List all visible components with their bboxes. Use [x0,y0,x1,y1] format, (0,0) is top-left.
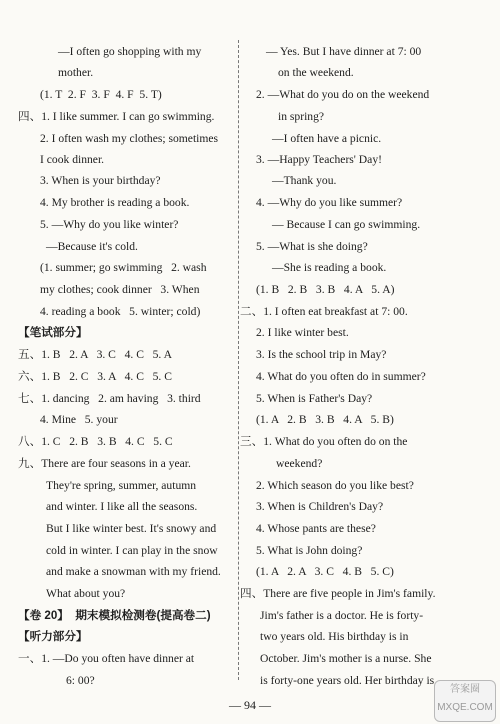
left-line: 【笔试部分】 [18,326,88,339]
right-line: (1. A 2. B 3. B 4. A 5. B) [256,413,394,426]
left-line: 【卷 20】 期末模拟检测卷(提高卷二) [18,609,211,622]
right-line: 三、1. What do you often do on the [240,435,408,448]
left-line: mother. [58,66,94,79]
left-line: 【听力部分】 [18,630,88,643]
right-line: 2. Which season do you like best? [256,479,414,492]
right-line: 5. What is John doing? [256,544,363,557]
page-number: — 94 — [229,698,271,712]
right-line: on the weekend. [278,66,354,79]
left-line: 3. When is your birthday? [40,174,161,187]
logo-text: 答案圈 MXQE.COM [437,684,493,713]
left-line: 4. reading a book 5. winter; cold) [40,305,201,318]
right-line: 四、There are five people in Jim's family. [240,587,436,600]
left-line: I cook dinner. [40,153,105,166]
right-line: — Yes. But I have dinner at 7: 00 [266,45,422,58]
right-line: —She is reading a book. [272,261,387,274]
left-line: 4. Mine 5. your [40,413,118,426]
right-line: —Thank you. [272,174,337,187]
right-line: two years old. His birthday is in [260,630,409,643]
right-line: (1. B 2. B 3. B 4. A 5. A) [256,283,395,296]
left-line: They're spring, summer, autumn [46,479,197,492]
right-line: 3. When is Children's Day? [256,500,384,513]
right-line: 4. Whose pants are these? [256,522,376,535]
left-line: and winter. I like all the seasons. [46,500,198,513]
right-line: (1. A 2. A 3. C 4. B 5. C) [256,565,394,578]
right-column [240,0,500,724]
right-line: 二、1. I often eat breakfast at 7: 00. [240,305,408,318]
right-line: in spring? [278,110,325,123]
left-line: (1. summer; go swimming 2. wash [40,261,207,274]
right-line: is forty-one years old. Her birthday is [260,674,435,687]
left-line: cold in winter. I can play in the snow [46,544,218,557]
left-line: 七、1. dancing 2. am having 3. third [18,392,201,405]
left-line: and make a snowman with my friend. [46,565,221,578]
right-line: 4. What do you often do in summer? [256,370,426,383]
right-line: 2. —What do you do on the weekend [256,88,430,101]
watermark-logo [434,680,496,722]
left-line: 六、1. B 2. C 3. A 4. C 5. C [18,370,172,383]
left-line: (1. T 2. F 3. F 4. F 5. T) [40,88,162,101]
right-line: 4. —Why do you like summer? [256,196,403,209]
left-line: —I often go shopping with my [58,45,202,58]
left-line: 6: 00? [66,674,95,687]
right-line: 5. When is Father's Day? [256,392,373,405]
right-line: October. Jim's mother is a nurse. She [260,652,432,665]
right-line: — Because I can go swimming. [272,218,421,231]
left-line: 4. My brother is reading a book. [40,196,190,209]
left-line: 一、1. —Do you often have dinner at [18,652,195,665]
left-line: 四、1. I like summer. I can go swimming. [18,110,215,123]
right-line: weekend? [276,457,323,470]
left-line: What about you? [46,587,126,600]
right-line: Jim's father is a doctor. He is forty- [260,609,424,622]
left-line: my clothes; cook dinner 3. When [40,283,200,296]
right-line: 5. —What is she doing? [256,240,368,253]
left-line: —Because it's cold. [46,240,138,253]
left-line: 五、1. B 2. A 3. C 4. C 5. A [18,348,172,361]
right-line: 3. —Happy Teachers' Day! [256,153,382,166]
column-divider [238,40,239,680]
left-column [0,0,238,724]
right-line: —I often have a picnic. [272,132,382,145]
left-line: 八、1. C 2. B 3. B 4. C 5. C [18,435,173,448]
left-line: But I like winter best. It's snowy and [46,522,217,535]
left-line: 5. —Why do you like winter? [40,218,179,231]
right-line: 3. Is the school trip in May? [256,348,387,361]
left-line: 2. I often wash my clothes; sometimes [40,132,219,145]
left-line: 九、There are four seasons in a year. [18,457,191,470]
right-line: 2. I like winter best. [256,326,349,339]
